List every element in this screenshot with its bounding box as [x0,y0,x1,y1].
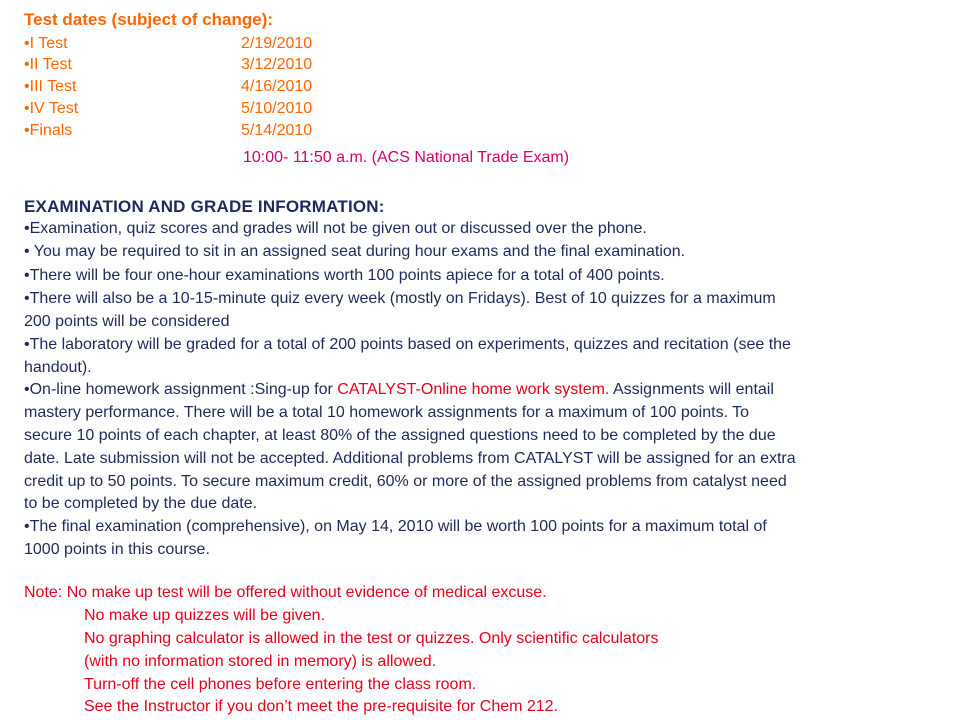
test-name: •Finals [24,122,73,139]
info-line: •There will also be a 10-15-minute quiz every week (mostly on Fridays). Best of 10 quizzes for a maximum [24,290,776,307]
test-date: 3/12/2010 [241,56,313,73]
info-line: •There will be four one-hour examinations worth 100 points apiece for a total of 400 points. [24,267,665,284]
test-row [24,77,313,97]
note-line: No make up quizzes will be given. [84,607,326,624]
homework-line: mastery performance. There will be a total 10 homework assignments for a maximum of 100 points. To [24,404,750,421]
info-line: 200 points will be considered [24,313,230,330]
info-line: •Examination, quiz scores and grades will not be given out or discussed over the phone. [24,220,647,237]
note-line: (with no information stored in memory) is allowed. [84,653,437,670]
test-date: 4/16/2010 [241,78,313,95]
homework-prefix: •On-line homework assignment :Sing-up for [24,381,338,398]
homework-line: date. Late submission will not be accepted. Additional problems from CATALYST will be assigned for an extra [24,450,796,467]
test-date: 2/19/2010 [241,35,313,52]
test-row [24,34,313,54]
final-exam-time: 10:00- 11:50 a.m. (ACS National Trade Exam) [243,149,570,166]
test-row [24,121,313,141]
final-exam-line: •The final examination (comprehensive), on May 14, 2010 will be worth 100 points for a maximum total of [24,518,767,535]
test-dates-title: Test dates (subject of change): [24,10,274,29]
homework-line: secure 10 points of each chapter, at least 80% of the assigned questions need to be completed by the due [24,427,776,444]
final-exam-line: 1000 points in this course. [24,541,210,558]
test-name: •I Test [24,35,68,52]
test-row [24,55,313,75]
homework-line: credit up to 50 points. To secure maximum credit, 60% or more of the assigned problems from catalyst need [24,473,787,490]
exam-heading: EXAMINATION AND GRADE INFORMATION: [24,197,385,216]
info-line: •The laboratory will be graded for a total of 200 points based on experiments, quizzes and recitation (see the [24,336,791,353]
homework-line [24,380,774,400]
test-name: •II Test [24,56,72,73]
info-line: • You may be required to sit in an assigned seat during hour exams and the final examination. [24,243,686,260]
note-line: Note: No make up test will be offered without evidence of medical excuse. [24,584,547,601]
homework-suffix: Assignments will entail [609,381,774,398]
homework-line: to be completed by the due date. [24,495,258,512]
note-line: See the Instructor if you don’t meet the pre-requisite for Chem 212. [84,698,559,715]
test-date: 5/10/2010 [241,100,313,117]
test-date: 5/14/2010 [241,122,313,139]
test-name: •III Test [24,78,77,95]
test-row [24,99,313,119]
catalyst-link-text: CATALYST-Online home work system. [337,381,610,398]
note-line: No graphing calculator is allowed in the test or quizzes. Only scientific calculators [84,630,659,647]
note-line: Turn-off the cell phones before entering the class room. [84,676,477,693]
test-name: •IV Test [24,100,79,117]
info-line: handout). [24,359,92,376]
